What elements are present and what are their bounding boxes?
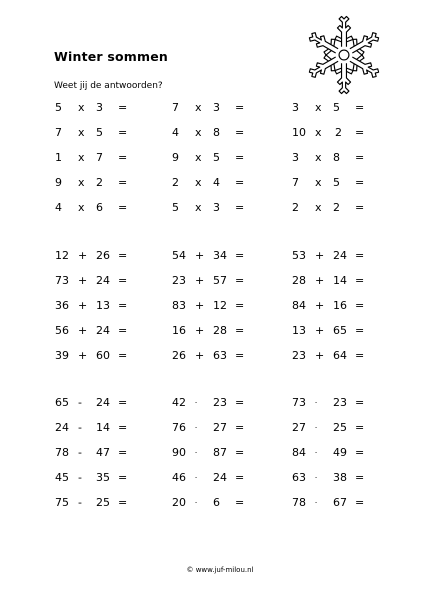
equals-sign: = (355, 446, 365, 459)
first-number: 27 (292, 421, 306, 434)
operator: - (315, 424, 318, 431)
first-number: 78 (55, 446, 69, 459)
second-number: 2 (333, 201, 340, 214)
second-number: 5 (213, 151, 220, 164)
first-number: 24 (55, 421, 69, 434)
first-number: 13 (292, 324, 306, 337)
second-number: 24 (96, 324, 110, 337)
first-number: 23 (292, 349, 306, 362)
operator: - (195, 399, 198, 406)
operator: - (315, 499, 318, 506)
second-number: 3 (96, 101, 103, 114)
equals-sign: = (235, 496, 245, 509)
operator: + (195, 274, 205, 287)
second-number: 60 (96, 349, 110, 362)
equals-sign: = (235, 201, 245, 214)
equals-sign: = (355, 101, 365, 114)
first-number: 63 (292, 471, 306, 484)
equals-sign: = (355, 396, 365, 409)
second-number: 35 (96, 471, 110, 484)
first-number: 45 (55, 471, 69, 484)
first-number: 83 (172, 299, 186, 312)
equals-sign: = (355, 176, 365, 189)
operator: + (315, 299, 325, 312)
second-number: 8 (333, 151, 340, 164)
equals-sign: = (355, 249, 365, 262)
operator: - (195, 474, 198, 481)
operator: - (78, 446, 82, 459)
first-number: 7 (292, 176, 299, 189)
operator: x (315, 126, 322, 139)
equals-sign: = (235, 349, 245, 362)
second-number: 5 (96, 126, 103, 139)
second-number: 14 (333, 274, 347, 287)
operator: x (315, 151, 322, 164)
operator: x (195, 101, 202, 114)
first-number: 39 (55, 349, 69, 362)
operator: + (315, 274, 325, 287)
equals-sign: = (235, 299, 245, 312)
equals-sign: = (118, 274, 128, 287)
operator: + (195, 299, 205, 312)
equals-sign: = (118, 421, 128, 434)
equals-sign: = (235, 249, 245, 262)
second-number: 25 (333, 421, 347, 434)
second-number: 24 (213, 471, 227, 484)
operator: x (195, 151, 202, 164)
operator: - (315, 474, 318, 481)
first-number: 53 (292, 249, 306, 262)
second-number: 23 (213, 396, 227, 409)
equals-sign: = (235, 446, 245, 459)
operator: + (315, 324, 325, 337)
operator: + (195, 324, 205, 337)
equals-sign: = (118, 299, 128, 312)
first-number: 12 (55, 249, 69, 262)
second-number: 47 (96, 446, 110, 459)
equals-sign: = (355, 201, 365, 214)
second-number: 12 (213, 299, 227, 312)
operator: + (78, 349, 88, 362)
equals-sign: = (235, 471, 245, 484)
first-number: 76 (172, 421, 186, 434)
equals-sign: = (355, 126, 365, 139)
second-number: 8 (213, 126, 220, 139)
operator: x (195, 126, 202, 139)
second-number: 64 (333, 349, 347, 362)
first-number: 84 (292, 299, 306, 312)
equals-sign: = (355, 349, 365, 362)
first-number: 26 (172, 349, 186, 362)
equals-sign: = (118, 151, 128, 164)
operator: x (78, 101, 85, 114)
operator: x (78, 201, 85, 214)
first-number: 20 (172, 496, 186, 509)
second-number: 3 (213, 201, 220, 214)
operator: - (315, 449, 318, 456)
operator: x (315, 101, 322, 114)
first-number: 4 (172, 126, 179, 139)
second-number: 65 (333, 324, 347, 337)
equals-sign: = (118, 446, 128, 459)
second-number: 23 (333, 396, 347, 409)
second-number: 49 (333, 446, 347, 459)
first-number: 2 (172, 176, 179, 189)
second-number: 2 (96, 176, 103, 189)
first-number: 9 (172, 151, 179, 164)
second-number: 57 (213, 274, 227, 287)
operator: - (195, 499, 198, 506)
first-number: 73 (55, 274, 69, 287)
equals-sign: = (118, 101, 128, 114)
operator: x (315, 176, 322, 189)
equals-sign: = (118, 496, 128, 509)
first-number: 56 (55, 324, 69, 337)
first-number: 28 (292, 274, 306, 287)
operator: + (195, 349, 205, 362)
equals-sign: = (235, 421, 245, 434)
first-number: 10 (292, 126, 306, 139)
operator: x (78, 176, 85, 189)
equals-sign: = (235, 126, 245, 139)
first-number: 9 (55, 176, 62, 189)
operator: - (78, 396, 82, 409)
operator: - (78, 421, 82, 434)
equals-sign: = (118, 176, 128, 189)
first-number: 36 (55, 299, 69, 312)
first-number: 23 (172, 274, 186, 287)
first-number: 73 (292, 396, 306, 409)
equals-sign: = (355, 299, 365, 312)
equals-sign: = (118, 126, 128, 139)
operator: x (78, 151, 85, 164)
second-number: 34 (213, 249, 227, 262)
first-number: 75 (55, 496, 69, 509)
equals-sign: = (235, 151, 245, 164)
first-number: 5 (55, 101, 62, 114)
first-number: 16 (172, 324, 186, 337)
operator: - (195, 424, 198, 431)
equals-sign: = (235, 396, 245, 409)
equals-sign: = (355, 471, 365, 484)
operator: + (315, 249, 325, 262)
operator: x (78, 126, 85, 139)
second-number: 24 (96, 396, 110, 409)
first-number: 3 (292, 151, 299, 164)
second-number: 13 (96, 299, 110, 312)
second-number: 27 (213, 421, 227, 434)
second-number: 28 (213, 324, 227, 337)
operator: x (315, 201, 322, 214)
page-subtitle: Weet jij de antwoorden? (54, 81, 163, 91)
equals-sign: = (355, 496, 365, 509)
equals-sign: = (235, 274, 245, 287)
operator: + (195, 249, 205, 262)
first-number: 54 (172, 249, 186, 262)
second-number: 38 (333, 471, 347, 484)
second-number: 67 (333, 496, 347, 509)
second-number: 2 (335, 126, 342, 139)
equals-sign: = (118, 349, 128, 362)
operator: - (315, 399, 318, 406)
equals-sign: = (235, 101, 245, 114)
first-number: 46 (172, 471, 186, 484)
second-number: 26 (96, 249, 110, 262)
second-number: 24 (333, 249, 347, 262)
operator: + (78, 324, 88, 337)
operator: - (195, 449, 198, 456)
second-number: 7 (96, 151, 103, 164)
first-number: 84 (292, 446, 306, 459)
equals-sign: = (235, 176, 245, 189)
second-number: 63 (213, 349, 227, 362)
second-number: 3 (213, 101, 220, 114)
first-number: 4 (55, 201, 62, 214)
operator: + (78, 274, 88, 287)
equals-sign: = (118, 471, 128, 484)
first-number: 78 (292, 496, 306, 509)
first-number: 42 (172, 396, 186, 409)
footer-credit: © www.juf-milou.nl (186, 566, 254, 574)
second-number: 25 (96, 496, 110, 509)
operator: + (315, 349, 325, 362)
first-number: 7 (55, 126, 62, 139)
equals-sign: = (118, 249, 128, 262)
second-number: 5 (333, 176, 340, 189)
second-number: 14 (96, 421, 110, 434)
page-title: Winter sommen (54, 49, 168, 64)
second-number: 24 (96, 274, 110, 287)
equals-sign: = (355, 421, 365, 434)
equals-sign: = (235, 324, 245, 337)
second-number: 4 (213, 176, 220, 189)
operator: + (78, 299, 88, 312)
first-number: 7 (172, 101, 179, 114)
operator: - (78, 471, 82, 484)
second-number: 5 (333, 101, 340, 114)
first-number: 5 (172, 201, 179, 214)
operator: x (195, 176, 202, 189)
second-number: 87 (213, 446, 227, 459)
first-number: 1 (55, 151, 62, 164)
first-number: 3 (292, 101, 299, 114)
operator: - (78, 496, 82, 509)
equals-sign: = (355, 151, 365, 164)
first-number: 65 (55, 396, 69, 409)
first-number: 2 (292, 201, 299, 214)
equals-sign: = (118, 324, 128, 337)
equals-sign: = (355, 274, 365, 287)
second-number: 6 (96, 201, 103, 214)
first-number: 90 (172, 446, 186, 459)
operator: + (78, 249, 88, 262)
second-number: 6 (213, 496, 220, 509)
second-number: 16 (333, 299, 347, 312)
equals-sign: = (118, 201, 128, 214)
equals-sign: = (118, 396, 128, 409)
operator: x (195, 201, 202, 214)
equals-sign: = (355, 324, 365, 337)
